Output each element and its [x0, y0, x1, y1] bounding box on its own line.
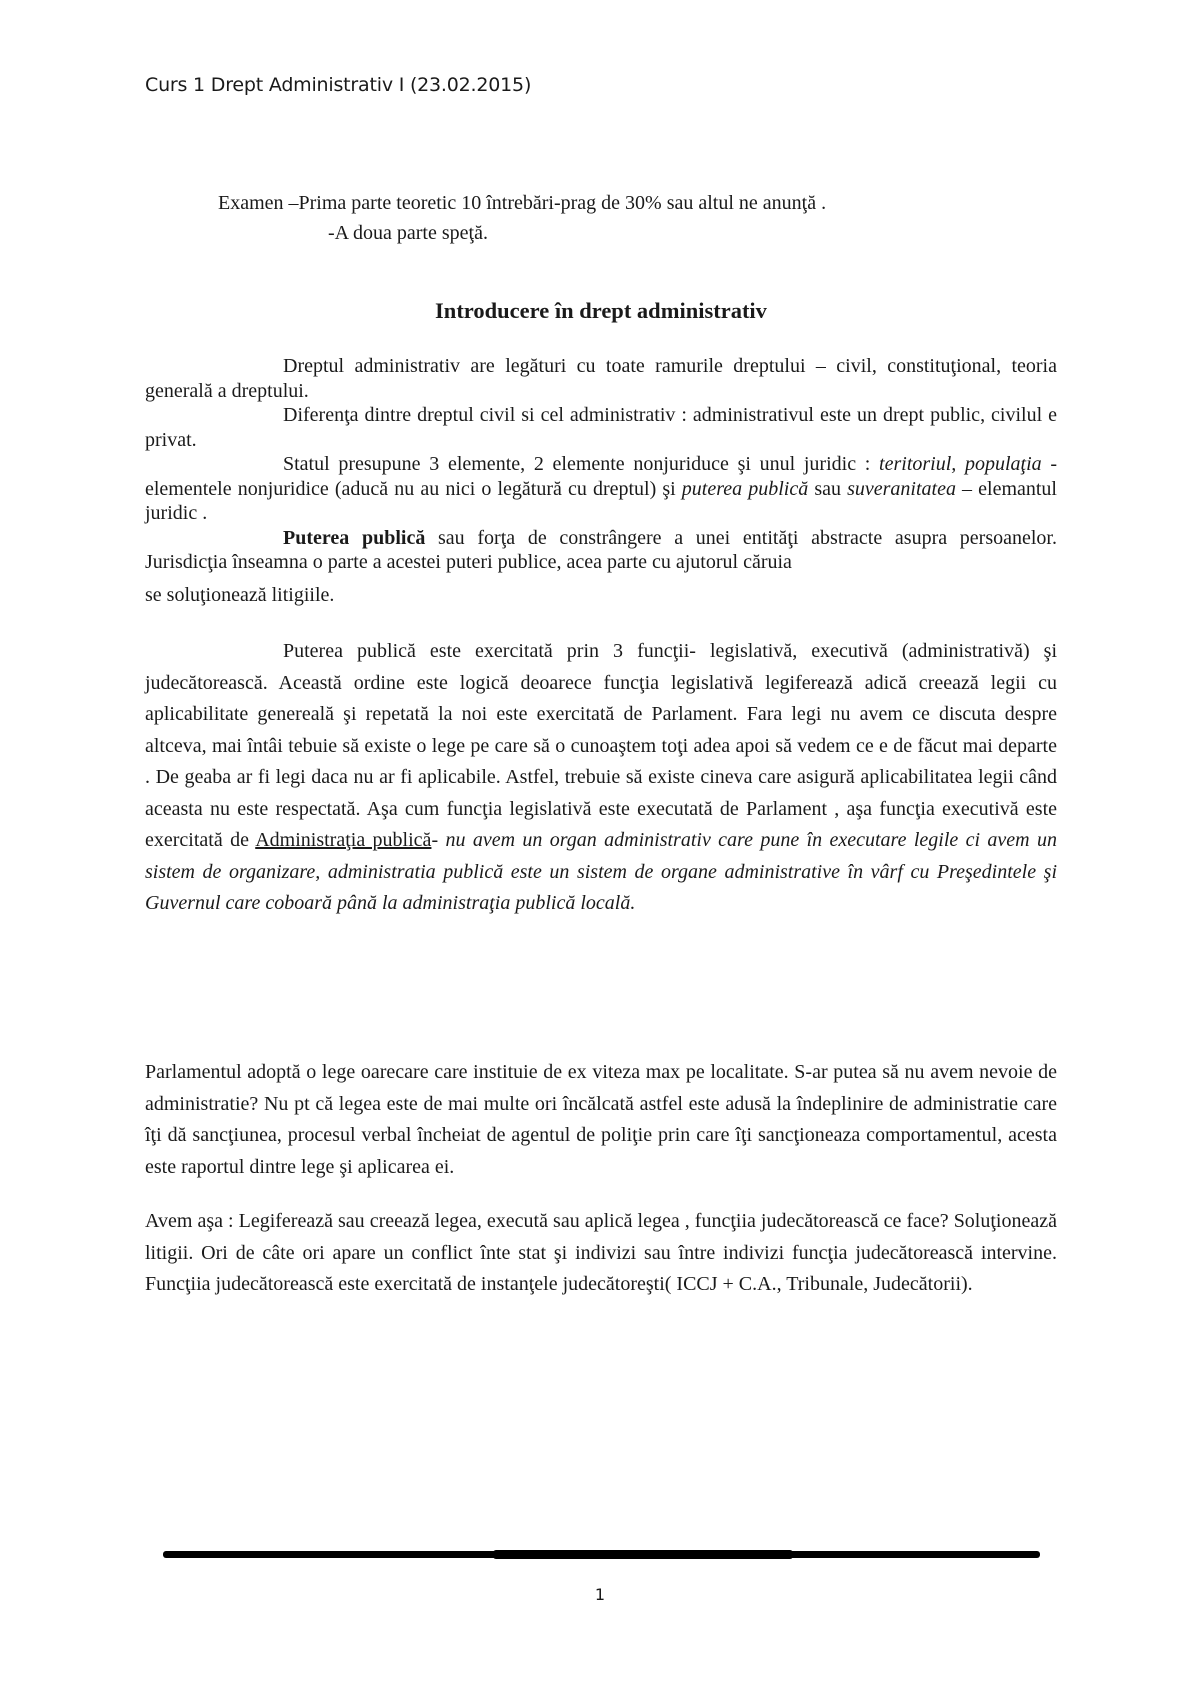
paragraph-6: Puterea publică este exercitată prin 3 funcţii- legislativă, executivă (administrativă) şi judecătorească. Această ordine este logică deoarece funcţia legislativă legiferează adică creează legii cu aplicabilitate genereală şi repetată la noi este exercitată de Parlament. Fara legi nu avem ce discuta despre altceva, mai întâi tebuie să existe o lege pe care să o cunoaştem toţi adea apoi să vedem ce e de făcut mai departe . De geaba ar fi legi daca nu ar fi aplicabile. Astfel, trebuie să existe cineva care asigură aplicabilitatea legii când aceasta nu este respectată. Aşa cum funcţia legislativă este executată de Parlament , aşa funcţia executivă este exercitată de Administraţia publică- nu avem un organ administrativ care pune în executare legile ci avem un sistem de organizare, administratia publică este un sistem de organe administrative în vârf cu Preşedintele şi Guvernul care coboară până la administraţia publică locală.: [145, 640, 1057, 914]
page-header: Curs 1 Drept Administrativ I (23.02.2015): [145, 74, 532, 96]
paragraph-1: Dreptul administrativ are legături cu toate ramurile dreptului – civil, constituţional, teoria generală a dreptului.: [145, 355, 1057, 402]
page-number: 1: [594, 1585, 606, 1604]
exam-note: [218, 188, 826, 248]
section-title: Introducere în drept administrativ: [435, 298, 767, 323]
exam-line-2: -A doua parte speţă.: [328, 222, 488, 244]
paragraph-5: se soluţionează litigiile.: [145, 584, 335, 606]
intro-block: [145, 354, 1057, 575]
exam-line-1: Examen –Prima parte teoretic 10 întrebări-prag de 30% sau altul ne anunţă .: [218, 192, 827, 214]
paragraph-4: Puterea publică sau forţa de constrângere a unei entităţi abstracte asupra persoanelor. Jurisdicţia înseamna o parte a acestei puteri publice, acea parte cu ajutorul căruia: [145, 526, 1057, 573]
paragraph-2: Diferenţa dintre dreptul civil si cel administrativ : administrativul este un drept public, civilul e privat.: [145, 404, 1057, 451]
paragraph-3: Statul presupune 3 elemente, 2 elemente nonjuriduce şi unul juridic : teritoriul, populaţia - elementele nonjuridice (aducă nu au nici o legătură cu dreptul) şi puterea publică sau suveranitatea – elemantul juridic .: [145, 453, 1057, 524]
underlined-term: Administraţia publică: [255, 829, 432, 851]
paragraph-7: Parlamentul adoptă o lege oarecare care instituie de ex viteza max pe localitate. S-ar putea să nu avem nevoie de administratie? Nu pt că legea este de mai multe ori încălcată astfel este adusă la îndeplinire de administratie care îţi dă sancţiunea, procesul verbal încheiat de agentul de poliţie prin care îţi sancţioneaza comportamentul, acesta este raportul dintre lege şi aplicarea ei.: [145, 1061, 1057, 1178]
footer-divider: [163, 1551, 1040, 1558]
paragraph-8: Avem aşa : Legiferează sau creează legea, execută sau aplică legea , funcţiia judecătorească ce face? Soluţionează litigii. Ori de câte ori apare un conflict înte stat şi indivizi sau între indivizi funcţia judecătorească intervine. Funcţiia judecătorească este exercitată de instanţele judecătoreşti( ICCJ + C.A., Tribunale, Judecătorii).: [145, 1210, 1057, 1295]
